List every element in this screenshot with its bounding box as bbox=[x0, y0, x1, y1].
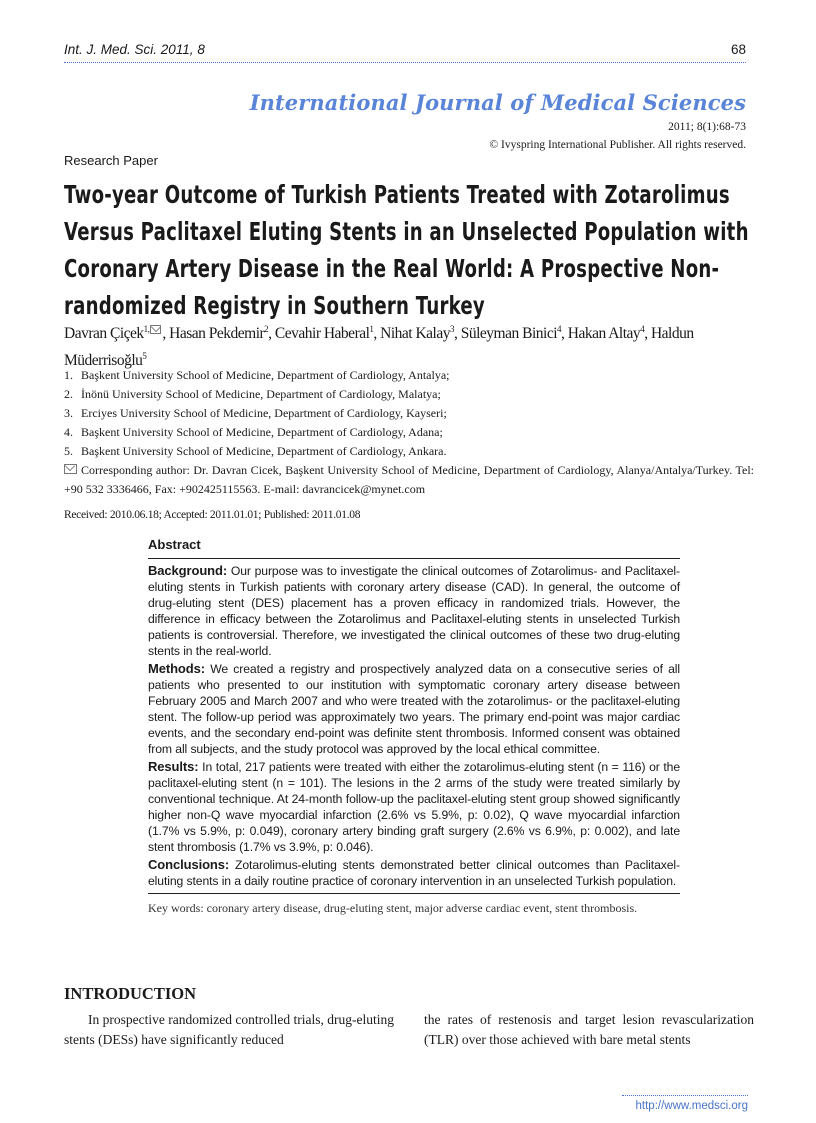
running-head-journal: Int. J. Med. Sci. 2011, 8 bbox=[64, 42, 205, 57]
corresponding-author bbox=[64, 461, 754, 499]
affiliation-item bbox=[64, 366, 754, 385]
affiliation-text: Başkent University School of Medicine, Department of Cardiology, Antalya; bbox=[81, 368, 450, 382]
author-name: Cevahir Haberal bbox=[274, 325, 370, 343]
envelope-icon bbox=[150, 325, 161, 334]
affiliation-item bbox=[64, 404, 754, 423]
methods-text: We created a registry and prospectively analyzed data on a consecutive series of all patients who presented to our institution with symptomatic coronary artery disease between February 2005 and March 2007 and who were treated with the zotarolimus- or the paclitaxel-eluting stent. The follow-up period was approximately two years. The primary end-point was major cardiac events, and the secondary end-point was definite stent thrombosis. Informed consent was obtained from all subjects, and the study protocol was approved by the local ethical committee. bbox=[148, 662, 680, 756]
page-number: 68 bbox=[730, 42, 746, 57]
section-heading-introduction: INTRODUCTION bbox=[64, 984, 197, 1003]
abstract-background bbox=[148, 563, 680, 659]
article-title: Two-year Outcome of Turkish Patients Treated with Zotarolimus Versus Paclitaxel Eluting Stents in an Unselected Population with Coronary Artery Disease in the Real World: A Prospective Non-randomized Registry in Southern Turkey bbox=[64, 180, 749, 320]
corresponding-text: Corresponding author: Dr. Davran Cicek, Başkent University School of Medicine, Department of Cardiology, Alanya/Antalya/Turkey. Tel: +90 532 3336466, Fax: +902425115563. E-mail: davrancicek@mynet.com bbox=[64, 463, 754, 496]
results-text: In total, 217 patients were treated with either the zotarolimus-eluting stent (n = 116) or the paclitaxel-eluting stent (n = 101). The lesions in the 2 arms of the study were treated similarly by conventional technique. At 24-month follow-up the paclitaxel-eluting stent group showed significantly higher non-Q wave myocardial infarction (2.6% vs 5.9%, p: 0.02), Q wave myocardial infarction (1.7% vs 5.9%, p: 0.049), coronary artery binding graft surgery (2.6% vs 6.9%, p: 0.002), and late stent thrombosis (1.7% vs 3.9%, p: 0.046). bbox=[148, 760, 680, 854]
body-column-right: the rates of restenosis and target lesion revascularization (TLR) over those achieved with bare metal stents bbox=[424, 1012, 754, 1047]
footer-divider bbox=[622, 1095, 748, 1096]
abstract-box bbox=[148, 537, 680, 917]
keywords: Key words: coronary artery disease, drug-eluting stent, major adverse cardiac event, stent thrombosis. bbox=[148, 901, 638, 915]
affiliation-number: 5. bbox=[64, 444, 73, 458]
background-label: Background: bbox=[148, 563, 228, 578]
volume-info: 2011; 8(1):68-73 bbox=[668, 121, 746, 133]
running-head bbox=[64, 40, 746, 62]
paper-type: Research Paper bbox=[64, 153, 158, 168]
author-affil-sup: 4 bbox=[640, 324, 645, 334]
author-affil-sup: 1, bbox=[143, 324, 150, 334]
abstract-divider bbox=[148, 893, 680, 894]
background-text: Our purpose was to investigate the clinical outcomes of Zotarolimus- and Paclitaxel-eluting stents in Turkish patients with coronary artery disease (CAD). In general, the outcome of drug-eluting stent (DES) placement has a proven efficacy in randomized trials. However, the difference in efficacy between the Zotarolimus and Paclitaxel-eluting stents in unselected Turkish patients is controversial. Therefore, we investigated the clinical outcomes of these two drug-eluting stents in the real-world. bbox=[148, 564, 680, 658]
publication-dates: Received: 2010.06.18; Accepted: 2011.01.01; Published: 2011.01.08 bbox=[64, 509, 361, 521]
author-affil-sup: 5 bbox=[142, 351, 147, 362]
affiliation-number: 3. bbox=[64, 406, 73, 420]
author-affil-sup: 2 bbox=[264, 324, 269, 334]
author-affil-sup: 1 bbox=[369, 324, 374, 334]
author-affil-sup: 3 bbox=[450, 324, 454, 334]
affiliation-list bbox=[64, 366, 754, 461]
results-label: Results: bbox=[148, 759, 199, 774]
affiliation-number: 1. bbox=[64, 368, 73, 382]
author-name: Hasan Pekdemir bbox=[169, 325, 265, 343]
abstract-results bbox=[148, 759, 680, 855]
affiliation-text: Erciyes University School of Medicine, Department of Cardiology, Kayseri; bbox=[81, 406, 447, 420]
affiliation-text: Başkent University School of Medicine, Department of Cardiology, Ankara. bbox=[81, 444, 447, 458]
abstract-divider bbox=[148, 558, 680, 559]
affiliation-text: İnönü University School of Medicine, Department of Cardiology, Malatya; bbox=[81, 387, 441, 401]
affiliation-item bbox=[64, 442, 754, 461]
author-affil-sup: 4 bbox=[557, 324, 562, 334]
abstract-conclusions bbox=[148, 857, 680, 889]
conclusions-text: Zotarolimus-eluting stents demonstrated better clinical outcomes than Paclitaxel-eluting stents in a daily routine practice of coronary intervention in an unselected Turkish population. bbox=[148, 858, 680, 888]
author-name: Nihat Kalay bbox=[380, 325, 450, 343]
conclusions-label: Conclusions: bbox=[148, 857, 230, 872]
abstract-methods bbox=[148, 661, 680, 757]
author-name: Haldun Müderrisoğlu bbox=[64, 325, 694, 370]
affiliation-number: 4. bbox=[64, 425, 73, 439]
journal-title: International Journal of Medical Sciences bbox=[249, 90, 746, 115]
author-name: Süleyman Binici bbox=[460, 325, 558, 343]
affiliation-text: Başkent University School of Medicine, Department of Cardiology, Adana; bbox=[81, 425, 443, 439]
abstract-heading: Abstract bbox=[148, 537, 201, 552]
author-list: Davran Çiçek$^{1,}$ , Hasan Pekdemir$^2$, Cevahir Haberal$^1$, Nihat Kalay$^3$, Süleyman Binici$^4$, Hakan Altay$^4$, Haldun Müderrisoğlu$^5$ bbox=[64, 324, 694, 370]
author-name: Davran Çiçek bbox=[64, 325, 144, 343]
author-name: Hakan Altay bbox=[567, 325, 641, 343]
body-column-left: In prospective randomized controlled trials, drug-eluting stents (DESs) have significantly reduced bbox=[64, 1012, 394, 1047]
footer-url-link[interactable]: http://www.medsci.org bbox=[635, 1100, 748, 1112]
affiliation-number: 2. bbox=[64, 387, 73, 401]
affiliation-item bbox=[64, 423, 754, 442]
copyright-line: © Ivyspring International Publisher. All rights reserved. bbox=[489, 139, 746, 151]
methods-label: Methods: bbox=[148, 661, 205, 676]
header-divider bbox=[64, 62, 746, 63]
envelope-icon bbox=[64, 464, 77, 474]
affiliation-item bbox=[64, 385, 754, 404]
